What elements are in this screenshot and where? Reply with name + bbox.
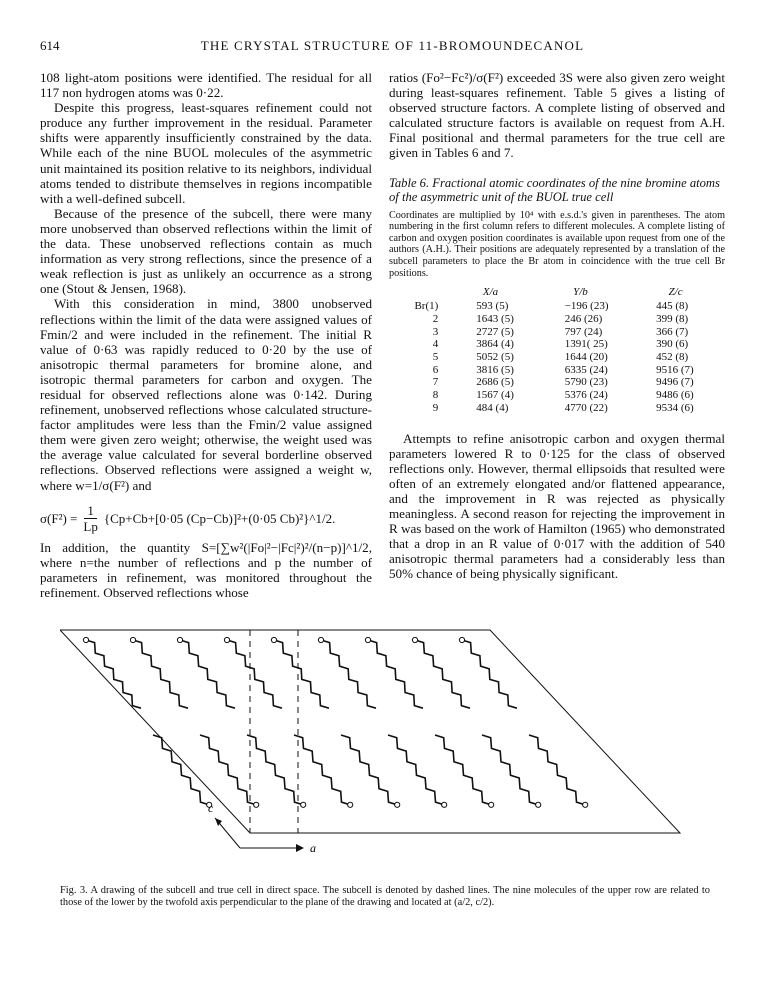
paragraph: Attempts to refine anisotropic carbon and oxygen thermal parameters lowered R to 0·125 for the class of observed reflections only. However, thermal ellipsoids that resulted were often of an extremely elongated and/or flattened appearance, and the improvement in R was rejected as physically meaningless. A second reason for rejecting the improvement in R was based on the work of Hamilton (1965) who demonstrated that a drop in an R value of 0·017 with the addition of 540 anisotropic thermal parameters had a considerably less than 50% chance of being physically significant. <box>389 430 726 582</box>
equation-fraction <box>83 503 97 534</box>
table-cell: 390 (6) <box>656 338 689 351</box>
table-cell: 5 <box>432 351 439 364</box>
a-axis-arrowhead <box>296 844 304 852</box>
table-row <box>401 338 725 351</box>
table-cell: 2 <box>432 312 439 325</box>
molecule-chain <box>86 640 141 708</box>
paragraph: ratios (Fo²−Fc²)/σ(F²) exceeded 3S were also given zero weight during least-squares refinement. Table 5 gives a listing of observed structure factors. A complete listing of observed and calculated structure factors is available on request from A.H. Final positional and thermal parameters for the true cell are given in Tables 6 and 7. <box>389 70 725 161</box>
bromine-atom <box>348 802 353 807</box>
table-cell: 2686 (5) <box>476 376 514 389</box>
page-number: 614 <box>40 38 60 53</box>
figure-caption: Fig. 3. A drawing of the subcell and true cell in direct space. The subcell is denoted by dashed lines. The nine molecules of the upper row are related to those of the lower by the twofold axis perpendicular to the plane of the drawing and located at (a/2, c/2). <box>60 885 710 908</box>
table-row <box>401 313 725 326</box>
bromine-atom <box>536 802 541 807</box>
table-cell: 4 <box>432 338 439 351</box>
table-cell: 5790 (23) <box>564 376 608 389</box>
table-cell: 9534 (6) <box>656 401 694 414</box>
bromine-atom <box>83 637 88 642</box>
bromine-atom <box>318 637 323 642</box>
bromine-atom <box>177 637 182 642</box>
molecule-chain <box>227 640 282 708</box>
table-cell: 445 (8) <box>656 300 689 313</box>
table-row <box>401 376 725 389</box>
molecule-chain <box>133 640 188 708</box>
molecule-chain <box>388 735 444 805</box>
left-column <box>40 70 372 600</box>
table-cell: 9486 (6) <box>656 389 694 402</box>
bromine-atom <box>365 637 370 642</box>
molecule-chain <box>482 735 538 805</box>
figure <box>60 628 710 873</box>
molecule-chain <box>180 640 235 708</box>
molecule-chain <box>294 735 350 805</box>
table-cell: 8 <box>432 389 439 402</box>
paragraph: Despite this progress, least-squares refinement could not produce any further improvement in the residual. Parameter shifts were apparently insufficiently constrained by the data. While each of the nine BUOL molecules of the asymmetric unit maintained its position relative to its neighbors, individual atoms tended to distribute themselves in regions incompatible with a well-defined subcell. <box>40 100 372 206</box>
table-header <box>401 285 446 300</box>
table-cell: 2727 (5) <box>476 325 514 338</box>
paragraph: Because of the presence of the subcell, there were many more unobserved than observed reflections within the limit of the data. These unobserved reflections contain as much information as very strong reflections, since the presence of a weak reflection is just as unlikely an occurrence as a strong one (Stout & Jensen, 1968). <box>40 205 372 297</box>
equation-numerator: 1 <box>84 503 97 519</box>
bromine-atom <box>301 802 306 807</box>
subcell-drawing <box>60 628 710 873</box>
table-cell: 3816 (5) <box>476 363 514 376</box>
table-cell: 9496 (7) <box>656 376 694 389</box>
table-cell: 1643 (5) <box>476 312 514 325</box>
molecule-chain <box>153 735 209 805</box>
table-cell: 4770 (22) <box>564 401 608 414</box>
table-header: X/a <box>482 286 499 299</box>
right-column <box>389 70 725 581</box>
bromine-atom <box>442 802 447 807</box>
table-cell: 5376 (24) <box>564 389 608 402</box>
table-row <box>401 300 725 313</box>
bromine-atom <box>412 637 417 642</box>
table-cell: 1567 (4) <box>476 389 514 402</box>
table-row <box>401 389 725 402</box>
bromine-atom <box>489 802 494 807</box>
table-cell: Br(1) <box>414 300 439 313</box>
equation <box>40 503 372 534</box>
coordinates-table <box>401 285 725 414</box>
table-cell: 246 (26) <box>564 312 603 325</box>
table-row <box>401 402 725 415</box>
molecule-chain <box>435 735 491 805</box>
table-header: Z/c <box>668 286 683 299</box>
molecule-chain <box>274 640 329 708</box>
molecule-chain <box>415 640 470 708</box>
table-cell: 399 (8) <box>656 312 689 325</box>
table-row <box>401 326 725 339</box>
molecule-chain <box>321 640 376 708</box>
molecule-chain <box>247 735 303 805</box>
table-cell: 6 <box>432 363 439 376</box>
table-header: Y/b <box>573 286 588 299</box>
table-cell: 593 (5) <box>476 300 509 313</box>
equation-rhs: {Cp+Cb+[0·05 (Cp−Cb)]²+(0·05 Cb)²}^1/2. <box>103 510 336 526</box>
table-cell: 3 <box>432 325 439 338</box>
table-cell: 9 <box>432 401 439 414</box>
table-cell: 9516 (7) <box>656 363 694 376</box>
running-title: THE CRYSTAL STRUCTURE OF 11-BROMOUNDECANOL <box>200 38 585 53</box>
table-cell: 5052 (5) <box>476 351 514 364</box>
equation-denominator: Lp <box>83 518 98 534</box>
table-row <box>401 351 725 364</box>
table-caption: Table 6. Fractional atomic coordinates of the nine bromine atoms of the asymmetric unit of the BUOL true cell <box>389 175 720 205</box>
table-cell: 1644 (20) <box>564 351 608 364</box>
molecule-chain <box>200 735 256 805</box>
table-cell: 366 (7) <box>656 325 689 338</box>
table-cell: 7 <box>432 376 439 389</box>
paragraph: With this consideration in mind, 3800 unobserved reflections within the limit of the data were assigned values of Fmin/2 and were included in the refinement. The initial R value of 0·63 was rapidly reduced to 0·20 by the use of anisotropic thermal parameters for bromine alone, and isotropic thermal parameters for carbon and oxygen. The residual for observed reflections alone was 0·142. During refinement, unobserved reflections whose calculated structure-factor amplitudes were less than the Fmin/2 value assigned them were given zero weight; otherwise, the weight used was the average value calculated for several borderline observed reflections. Observed reflections were assigned a weight w, where w=1/σ(F²) and <box>40 296 372 493</box>
paragraph: In addition, the quantity S=[∑w²(|Fo|²−|Fc|²)²/(n−p)]^1/2, where n=the number of reflections and p the number of parameters in refinement, was monitored throughout the refinement. Observed reflections whose <box>40 539 372 601</box>
table-cell: −196 (23) <box>564 300 609 313</box>
table-header-row <box>401 285 725 300</box>
table-cell: 484 (4) <box>476 401 509 414</box>
table-cell: 452 (8) <box>656 351 689 364</box>
table-row <box>401 364 725 377</box>
molecule-chain <box>368 640 423 708</box>
a-axis-label: a <box>310 841 316 855</box>
paragraph: 108 light-atom positions were identified. The residual for all 117 non hydrogen atoms was 0·22. <box>40 70 372 101</box>
bromine-atom <box>583 802 588 807</box>
table-cell: 797 (24) <box>564 325 603 338</box>
page-header <box>40 38 745 58</box>
table-cell: 6335 (24) <box>564 363 608 376</box>
c-axis-label: c <box>208 801 214 815</box>
table-cell: 3864 (4) <box>476 338 514 351</box>
molecule-chain <box>341 735 397 805</box>
molecule-chain <box>529 735 585 805</box>
bromine-atom <box>224 637 229 642</box>
table-note: Coordinates are multiplied by 10⁴ with e.s.d.'s given in parentheses. The atom numbering in the first column refers to different molecules. A complete listing of carbon and oxygen position coordinates is available upon request from one of the authors (A.H.). Their positions are adequately represented by a translation of the subcell parameters to place the Br atom in coincidence with the true cell Br positions. <box>389 209 725 279</box>
bromine-atom <box>395 802 400 807</box>
bromine-atom <box>271 637 276 642</box>
equation-lhs: σ(F²) = <box>40 510 78 526</box>
bromine-atom <box>254 802 259 807</box>
bromine-atom <box>130 637 135 642</box>
table-cell: 1391( 25) <box>564 338 608 351</box>
bromine-atom <box>459 637 464 642</box>
